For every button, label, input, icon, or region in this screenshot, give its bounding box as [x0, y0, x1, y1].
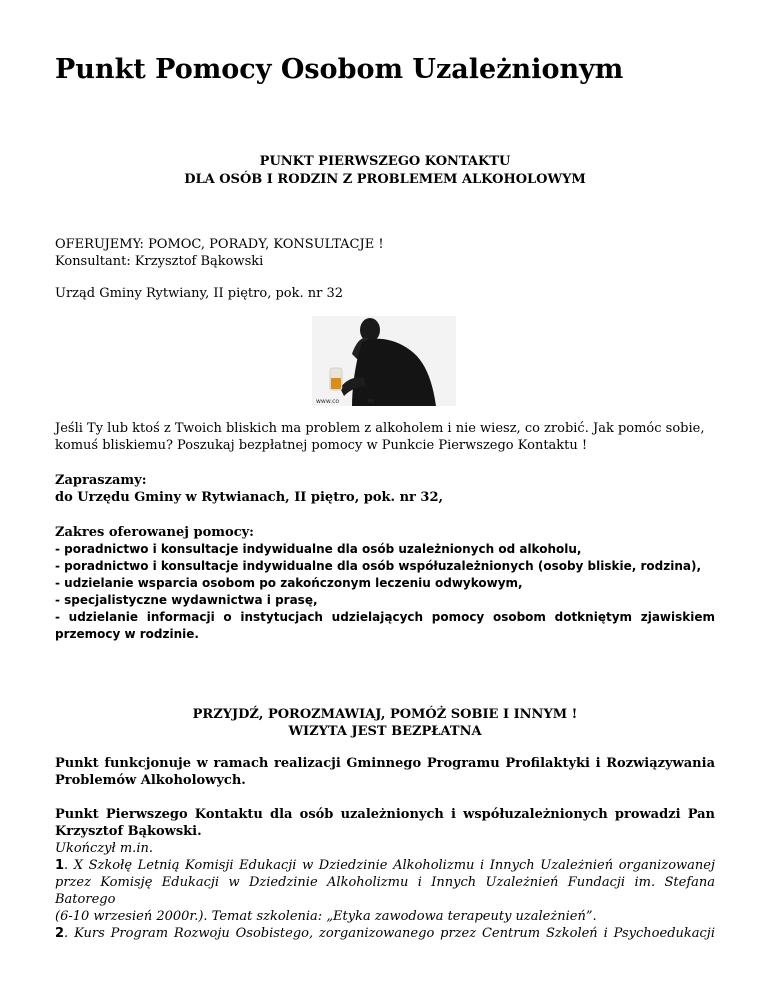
consultant-line: Konsultant: Krzysztof Bąkowski: [55, 254, 264, 269]
scope-item: - udzielanie informacji o instytucjach udzielających pomocy osobom dotkniętym zjawiskiem: [55, 610, 715, 624]
offer-line: OFERUJEMY: POMOC, PORADY, KONSULTACJE !: [55, 237, 384, 252]
slogan-line-2: WIZYTA JEST BEZPŁATNA: [288, 724, 482, 739]
slogan-line-1: PRZYJDŹ, POROZMAWIAJ, POMÓŻ SOBIE I INNYM !: [192, 707, 578, 722]
item1-number: 1: [55, 858, 65, 873]
intro-line-1: Jeśli Ty lub ktoś z Twoich bliskich ma problem z alkoholem i nie wiesz, co zrobić. Jak pomóc sobie,: [55, 421, 705, 436]
scope-block: [55, 524, 715, 643]
runby-line-2: Krzysztof Bąkowski.: [55, 824, 202, 839]
header-line-1: PUNKT PIERWSZEGO KONTAKTU: [259, 154, 511, 169]
intro-paragraph: [55, 420, 715, 454]
header-center: [55, 153, 715, 189]
watermark-text-end: m: [368, 398, 374, 405]
program-paragraph: [55, 755, 715, 789]
watermark-text: www.co: [316, 398, 340, 405]
item2-line-1: [55, 925, 715, 942]
program-line-1: Punkt funkcjonuje w ramach realizacji Gminnego Programu Profilaktyki i Rozwiązywania: [55, 756, 715, 771]
intro-line-2: komuś bliskiemu? Poszukaj bezpłatnej pomocy w Punkcie Pierwszego Kontaktu !: [55, 438, 588, 453]
scope-item: - specjalistyczne wydawnictwa i prasę,: [55, 593, 318, 607]
invite-heading: Zapraszamy:: [55, 473, 147, 488]
invite-block: [55, 472, 715, 506]
runby-line-1: Punkt Pierwszego Kontaktu dla osób uzależnionych i współuzależnionych prowadzi Pan: [55, 807, 715, 822]
item2-number: 2: [55, 926, 65, 941]
scope-item: przemocy w rodzinie.: [55, 627, 199, 641]
program-line-2: Problemów Alkoholowych.: [55, 773, 246, 788]
item1-line-2: przez Komisję Edukacji w Dziedzinie Alkoholizmu i Innych Uzależnień Fundacji im. Stefana Batorego: [55, 875, 715, 907]
scope-heading: Zakres oferowanej pomocy:: [55, 525, 254, 540]
runby-paragraph: [55, 806, 715, 942]
address-line: Urząd Gminy Rytwiany, II piętro, pok. nr 32: [55, 286, 344, 301]
item2-text: . Kurs Program Rozwoju Osobistego, zorganizowanego przez Centrum Szkoleń i Psychoedukacji: [64, 926, 715, 941]
invite-address: do Urzędu Gminy w Rytwianach, II piętro, pok. nr 32,: [55, 490, 444, 505]
page-title: Punkt Pomocy Osobom Uzależnionym: [55, 54, 624, 85]
offer-block: [55, 236, 715, 270]
item1-line-1: [55, 857, 715, 874]
illustration-image: [312, 316, 456, 406]
scope-item: - poradnictwo i konsultacje indywidualne dla osób uzależnionych od alkoholu,: [55, 542, 582, 556]
item1-line-3: (6-10 wrzesień 2000r.). Temat szkolenia: „Etyka zawodowa terapeuty uzależnień”.: [55, 909, 597, 924]
header-line-2: DLA OSÓB I RODZIN Z PROBLEMEM ALKOHOLOWYM: [184, 172, 586, 187]
completed-label: Ukończył m.in.: [55, 841, 153, 856]
scope-item: - poradnictwo i konsultacje indywidualne dla osób współuzależnionych (osoby bliskie, rodzina),: [55, 559, 702, 573]
scope-item: - udzielanie wsparcia osobom po zakończonym leczeniu odwykowym,: [55, 576, 523, 590]
slogan-block: [55, 706, 715, 740]
item1-text: . X Szkołę Letnią Komisji Edukacji w Dziedzinie Alkoholizmu i Innych Uzależnień organizowanej: [64, 858, 715, 873]
man-with-glass-illustration: [312, 316, 456, 406]
